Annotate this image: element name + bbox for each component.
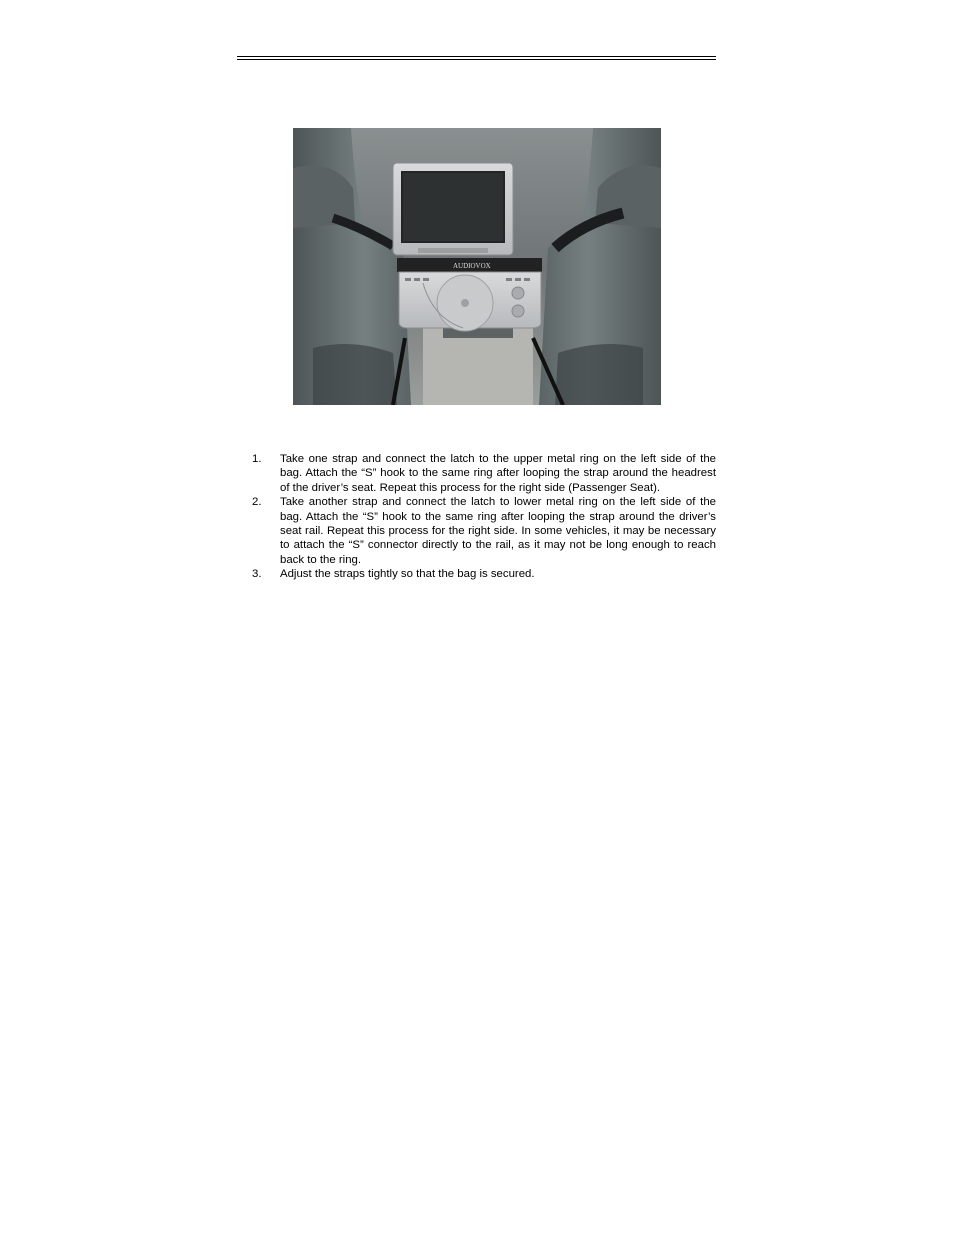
- step-number: 3.: [252, 568, 262, 581]
- brand-label: AUDIOVOX: [453, 262, 491, 270]
- list-item: [252, 452, 716, 495]
- step-number: 2.: [252, 496, 262, 509]
- header-rule-top: [237, 56, 716, 57]
- step-text: Adjust the straps tightly so that the bag is secured.: [280, 568, 535, 581]
- step-text: Take another strap and connect the latch to lower metal ring on the left side of the bag. Attach the “S” hook to the same ring after looping the strap around the driver’s seat rail. Repeat this process for the right side. In some vehicles, it may be necessary to attach the “S” connector directly to the rail, as it may not be long enough to reach back to the ring.: [280, 496, 716, 566]
- installation-steps: [252, 452, 716, 582]
- step-text: Take one strap and connect the latch to the upper metal ring on the left side of the bag. Attach the “S” hook to the same ring after looping the strap around the headrest of the driver’s seat. Repeat this process for the right side (Passenger Seat).: [280, 453, 716, 494]
- list-item: [252, 567, 716, 581]
- installation-photo: [293, 128, 661, 405]
- header-rule-bottom: [237, 59, 716, 60]
- step-number: 1.: [252, 453, 262, 465]
- list-item: [252, 495, 716, 567]
